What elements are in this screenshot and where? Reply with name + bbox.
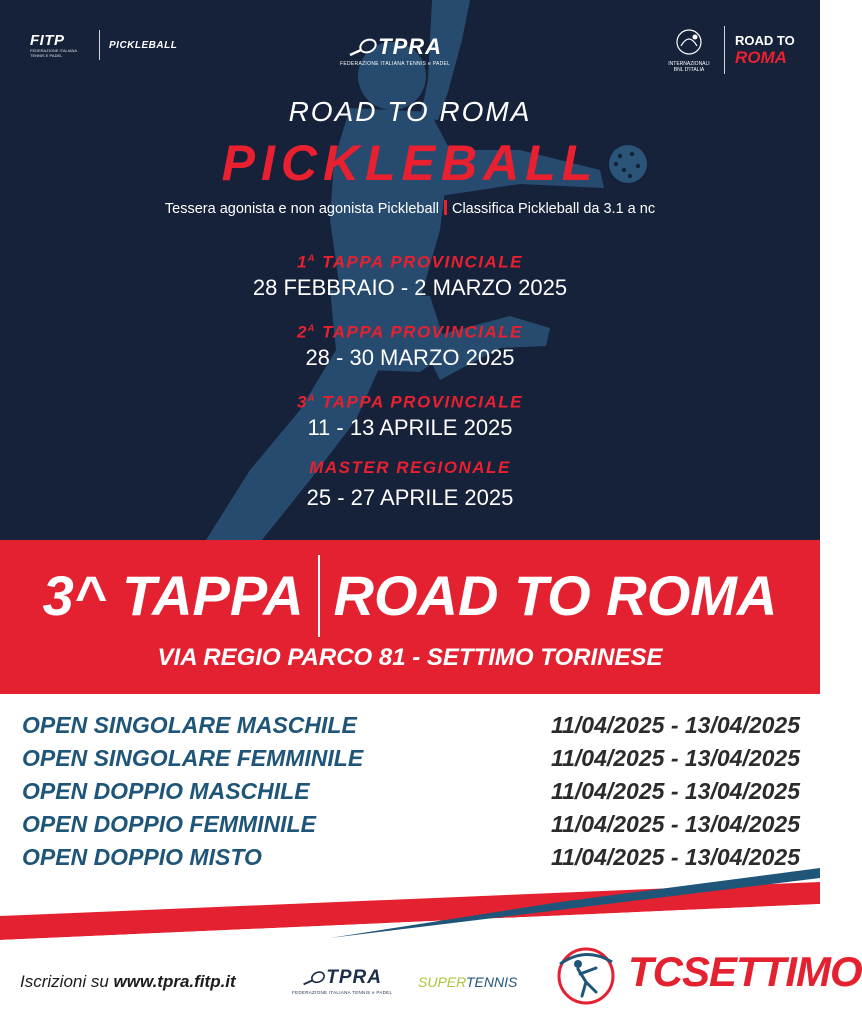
event-name: OPEN DOPPIO FEMMINILE [22, 811, 316, 837]
stage-item [0, 246, 820, 316]
event-name: OPEN SINGOLARE MASCHILE [22, 712, 357, 738]
subtitle-divider [444, 200, 447, 215]
hero-subtitle-right: Classifica Pickleball da 3.1 a nc [451, 201, 656, 217]
event-dates: 11/04/2025 - 13/04/2025 [551, 811, 800, 837]
road-to-small: ROAD TO [735, 33, 795, 48]
internazionali-divider [724, 26, 725, 74]
stage-dates: 11 - 13 APRILE 2025 [307, 415, 513, 440]
tc-prefix: TC [628, 948, 682, 995]
stage-item [0, 316, 820, 386]
supertennis-super: SUPER [418, 974, 466, 990]
tc-name: SETTIMO [682, 948, 862, 995]
stage-label: $2^A$ TAPPA PROVINCIALE [296, 322, 524, 342]
event-dates: 11/04/2025 - 13/04/2025 [551, 745, 800, 771]
registration-link[interactable]: www.tpra.fitp.it [113, 972, 236, 991]
banner-divider [318, 555, 320, 637]
fitp-section-label: PICKLEBALL [109, 39, 178, 51]
internazionali-text: INTERNAZIONALI BNL D'ITALIA [668, 60, 710, 73]
list-item [22, 709, 800, 742]
tappa-banner [0, 540, 820, 694]
internazionali-emblem-icon [664, 28, 714, 56]
stage-label: $1^A$ TAPPA PROVINCIALE [296, 252, 524, 272]
event-name: OPEN DOPPIO MASCHILE [22, 778, 310, 804]
fitp-divider [99, 30, 100, 60]
list-item [22, 742, 800, 775]
supertennis-tennis: TENNIS [465, 974, 518, 990]
tpra-mark: TPRA [326, 967, 382, 988]
stage-label: $3^A$ TAPPA PROVINCIALE [296, 392, 524, 412]
tennis-racket-icon [302, 970, 326, 986]
banner-stage: 3^ TAPPA [42, 564, 304, 627]
hero-title: PICKLEBALL [221, 135, 599, 191]
list-item [22, 775, 800, 808]
stage-item [0, 456, 820, 526]
fitp-mark: FITP [30, 31, 65, 49]
tc-settimo-emblem-icon [548, 942, 624, 1008]
hero-subtitle [0, 200, 820, 217]
event-name: OPEN DOPPIO MISTO [22, 844, 262, 870]
tennis-racket-icon [348, 37, 378, 57]
supertennis-logo [418, 974, 517, 990]
stage-dates: 28 FEBBRAIO - 2 MARZO 2025 [252, 275, 568, 300]
event-dates: 11/04/2025 - 13/04/2025 [551, 844, 800, 870]
roma-small: ROMA [735, 48, 787, 67]
stage-label: MASTER REGIONALE [309, 458, 511, 477]
list-item [22, 808, 800, 841]
event-dates: 11/04/2025 - 13/04/2025 [551, 712, 800, 738]
hero-subtitle-left: Tessera agonista e non agonista Pickleball [164, 201, 439, 217]
registration-prefix: Iscrizioni su [20, 972, 109, 991]
tpra-subtext: FEDERAZIONE ITALIANA TENNIS e PADEL [340, 61, 451, 67]
event-name: OPEN SINGOLARE FEMMINILE [22, 745, 364, 771]
events-list [22, 709, 800, 874]
stage-item [0, 386, 820, 456]
tpra-logo [340, 36, 450, 67]
fitp-pickleball-logo [30, 30, 177, 60]
fitp-subtext: FEDERAZIONE ITALIANA TENNIS E PADEL [30, 47, 77, 58]
tpra-subtext: FEDERAZIONE ITALIANA TENNIS e PADEL [292, 990, 393, 995]
hero-kicker: ROAD TO ROMA [288, 96, 532, 127]
stages-list [0, 246, 820, 526]
stage-dates: 28 - 30 MARZO 2025 [305, 345, 515, 370]
tpra-mark: TPRA [378, 34, 443, 59]
venue-address: VIA REGIO PARCO 81 - SETTIMO TORINESE [157, 644, 663, 671]
internazionali-road-to-roma-logo [664, 26, 795, 74]
tpra-logo-footer [292, 968, 392, 995]
banner-road-to-roma: ROAD TO ROMA [333, 564, 778, 627]
stage-dates: 25 - 27 APRILE 2025 [306, 485, 514, 510]
tc-settimo-wordmark [628, 948, 862, 996]
registration-info [20, 972, 236, 992]
event-dates: 11/04/2025 - 13/04/2025 [551, 778, 800, 804]
